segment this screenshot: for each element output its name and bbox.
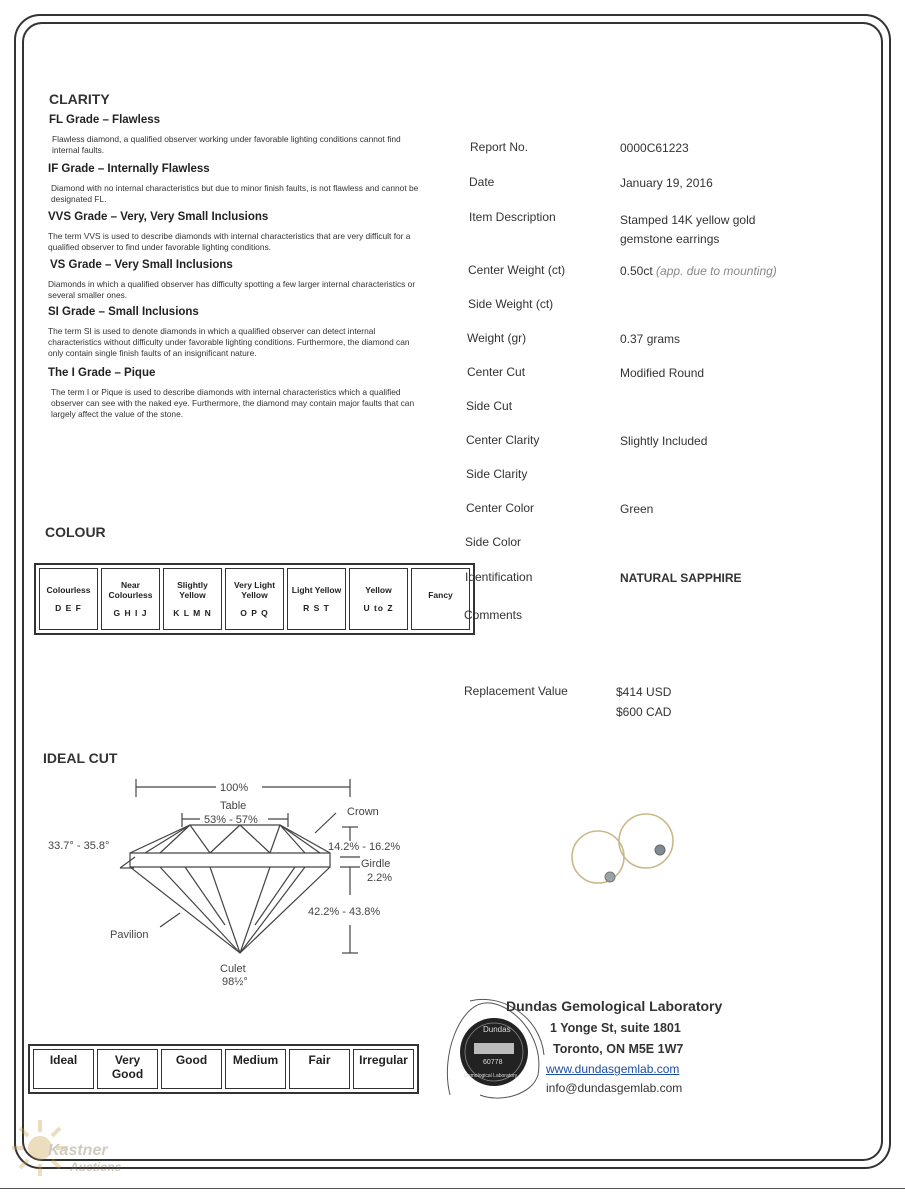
label-culet: Culet — [220, 963, 246, 975]
center-cut-label: Center Cut — [467, 365, 526, 379]
diamond-proportion-diagram — [40, 775, 440, 990]
lab-email: info@dundasgemlab.com — [546, 1081, 683, 1095]
label-table: Table — [220, 800, 247, 812]
watermark-line1: Kastner — [48, 1142, 108, 1159]
center-cut-value: Modified Round — [620, 366, 705, 380]
grade-i-title: The I Grade – Pique — [48, 367, 156, 379]
grade-if-title: IF Grade – Internally Flawless — [48, 163, 210, 175]
label-table-range: 53% - 57% — [204, 814, 258, 826]
earrings-photo — [560, 805, 690, 905]
lab-address-line1: 1 Yonge St, suite 1801 — [550, 1021, 681, 1035]
label-culet-value: 98½° — [222, 976, 248, 988]
cut-grade-very-good: Very Good — [97, 1049, 158, 1089]
center-clarity-label: Center Clarity — [466, 433, 540, 447]
cut-grade-table — [28, 1044, 419, 1094]
identification-value: NATURAL SAPPHIRE — [620, 571, 742, 585]
label-pavilion-depth: 42.2% - 43.8% — [308, 906, 381, 918]
seal-bottom-text: Gemological Laboratory — [464, 1073, 518, 1079]
label-crown-angle: 33.7° - 35.8° — [48, 840, 110, 852]
center-weight-label: Center Weight (ct) — [468, 263, 566, 277]
identification-label: Identification — [465, 570, 533, 584]
watermark-line2: Auctions — [70, 1160, 122, 1174]
grade-vvs-desc: The term VVS is used to describe diamonds with internal characteristics that are very difficult for a qualified observer to find under favorable lighting conditions. — [48, 231, 411, 252]
grade-vs-desc: Diamonds in which a qualified observer has difficulty spotting a few larger internal characteristics or several smaller ones. — [48, 279, 416, 300]
grade-vs-title: VS Grade – Very Small Inclusions — [50, 259, 233, 271]
colour-cell-fancy: Fancy — [411, 568, 470, 630]
cut-grade-irregular: Irregular — [353, 1049, 414, 1089]
center-color-value: Green — [620, 502, 654, 516]
side-weight-label: Side Weight (ct) — [468, 297, 554, 311]
lab-website-link[interactable]: www.dundasgemlab.com — [546, 1062, 680, 1076]
item-description-label: Item Description — [469, 210, 556, 224]
date-label: Date — [469, 175, 495, 189]
center-clarity-value: Slightly Included — [620, 434, 708, 448]
report-no-label: Report No. — [470, 140, 529, 154]
colour-cell-very-light-yellow: Very Light Yellow O P Q — [225, 568, 284, 630]
grade-if-desc: Diamond with no internal characteristics but due to minor finish faults, is not flawless and cannot be designated FL. — [51, 183, 419, 204]
weight-gr-label: Weight (gr) — [467, 331, 527, 345]
replacement-value-label: Replacement Value — [464, 684, 568, 698]
side-color-label: Side Color — [465, 535, 522, 549]
report-no-value: 0000C61223 — [620, 141, 689, 155]
clarity-title: CLARITY — [49, 91, 110, 107]
label-crown-height: 14.2% - 16.2% — [328, 841, 401, 853]
replacement-cad: $600 CAD — [616, 705, 672, 719]
center-weight-value: 0.50ct (app. due to mounting) — [620, 264, 777, 278]
colour-scale-table — [34, 563, 475, 635]
kastner-watermark — [10, 1118, 130, 1188]
grade-i-desc: The term I or Pique is used to describe diamonds with internal characteristics which a qualified observer can see with the naked eye. Furthermore, the diamond may contain major faults that can largely affect the value of the stone. — [51, 387, 415, 419]
side-cut-label: Side Cut — [466, 399, 513, 413]
colour-cell-yellow: Yellow U to Z — [349, 568, 408, 630]
grade-fl-title: FL Grade – Flawless — [49, 114, 161, 126]
cut-grade-ideal: Ideal — [33, 1049, 94, 1089]
item-description-value: Stamped 14K yellow gold gemstone earrings — [620, 213, 756, 246]
comments-label: Comments — [464, 608, 523, 622]
colour-cell-colourless: Colourless D E F — [39, 568, 98, 630]
grade-vvs-title: VVS Grade – Very, Very Small Inclusions — [48, 211, 269, 223]
ideal-cut-title: IDEAL CUT — [43, 750, 118, 766]
grade-fl-desc: Flawless diamond, a qualified observer working under favorable lighting conditions cannot find internal faults. — [52, 134, 401, 155]
seal-number: 60778 — [483, 1059, 503, 1066]
date-value: January 19, 2016 — [620, 176, 713, 190]
grade-si-title: SI Grade – Small Inclusions — [48, 306, 199, 318]
cut-grade-good: Good — [161, 1049, 222, 1089]
side-clarity-label: Side Clarity — [466, 467, 528, 481]
bottom-rule — [0, 1188, 905, 1189]
cut-grade-medium: Medium — [225, 1049, 286, 1089]
label-pavilion: Pavilion — [110, 929, 149, 941]
lab-address-line2: Toronto, ON M5E 1W7 — [553, 1042, 684, 1056]
weight-gr-value: 0.37 grams — [620, 332, 681, 346]
label-crown: Crown — [347, 806, 379, 818]
colour-cell-near-colourless: Near Colourless G H I J — [101, 568, 160, 630]
replacement-usd: $414 USD — [616, 685, 672, 699]
lab-name: Dundas Gemological Laboratory — [506, 998, 723, 1014]
colour-cell-slightly-yellow: Slightly Yellow K L M N — [163, 568, 222, 630]
seal-top-text: Dundas — [483, 1025, 511, 1034]
colour-title: COLOUR — [45, 524, 106, 540]
label-width: 100% — [220, 782, 249, 794]
colour-cell-light-yellow: Light Yellow R S T — [287, 568, 346, 630]
cut-grade-fair: Fair — [289, 1049, 350, 1089]
label-girdle-value: 2.2% — [367, 872, 393, 884]
center-weight-note: (app. due to mounting) — [656, 264, 777, 278]
label-girdle: Girdle — [361, 858, 391, 870]
center-color-label: Center Color — [466, 501, 535, 515]
grade-si-desc: The term SI is used to denote diamonds in which a qualified observer can detect internal characteristics without difficulty under favorable lighting conditions. Furthermore, the diamond can only contain single finish faults of an insignificant nature. — [48, 326, 410, 358]
